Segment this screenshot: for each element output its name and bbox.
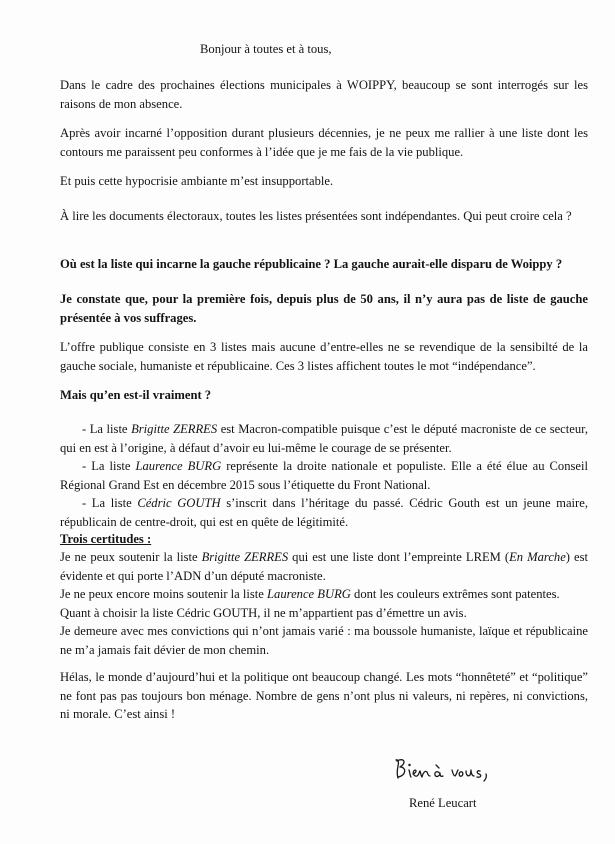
paragraph-opposition: Après avoir incarné l’opposition durant plusieurs décennies, je ne peux me rallier à une liste dont les contours me paraissent peu conformes à l’idée que je me fais de la vie publique. [60,126,588,159]
handwritten-signoff-icon [392,752,512,788]
candidate-name: Laurence BURG [135,459,222,473]
candidate-name: Cédric GOUTH [137,496,221,510]
heading-really: Mais qu’en est-il vraiment ? [60,388,212,402]
author-name: René Leucart [409,796,477,810]
certainty-convictions: Je demeure avec mes convictions qui n’ont jamais varié : ma boussole humaniste, laïque et républicaine ne m’a jamais fait dévier de mon chemin. [60,624,588,657]
candidate-name: Brigitte ZERRES [131,422,218,436]
certainty-burg: Je ne peux encore moins soutenir la liste Laurence BURG dont les couleurs extrêmes sont patentes. [60,587,560,601]
list-item-zerres: - La liste Brigitte ZERRES est Macron-compatible puisque c’est le député macroniste de ce secteur, qui en est à l’origine, à défaut d’avoir eu lui-même le courage de se présenter. [60,422,588,455]
certainty-zerres: Je ne peux soutenir la liste Brigitte ZERRES qui est une liste dont l’empreinte LREM (En Marche) est évidente et qui porte l’ADN d’un député macroniste. [60,550,588,583]
handwritten-signoff [392,752,512,788]
paragraph-hypocrisy: Et puis cette hypocrisie ambiante m’est insupportable. [60,174,334,188]
heading-certainties: Trois certitudes : [60,532,152,546]
greeting: Bonjour à toutes et à tous, [200,42,332,56]
paragraph-where-is-left: Où est la liste qui incarne la gauche républicaine ? La gauche aurait-elle disparu de Woippy ? [60,257,563,271]
paragraph-public-offer: L’offre publique consiste en 3 listes mais aucune d’entre-elles ne se revendique de la sensibilté de la gauche sociale, humaniste et républicaine. Ces 3 listes affichent toutes le mot “indépendance”. [60,340,588,373]
list-item-burg: - La liste Laurence BURG représente la droite nationale et populiste. Elle a été élue au Conseil Régional Grand Est en décembre 2015 sous l’étiquette du Front National. [60,459,588,492]
paragraph-no-left-list: Je constate que, pour la première fois, depuis plus de 50 ans, il n’y aura pas de liste de gauche présentée à vos suffrages. [60,292,588,325]
list-item-gouth: - La liste Cédric GOUTH s’inscrit dans l’héritage du passé. Cédric Gouth est un jeune maire, républicain de centre-droit, qui est en quête de légitimité. [60,496,588,529]
paragraph-closing: Hélas, le monde d’aujourd’hui et la politique ont beaucoup changé. Les mots “honnêteté” et “politique” ne font pas pas toujours bon ménage. Nombre de gens n’ont plus ni valeurs, ni repères, ni convictions, ni morale. C’est ainsi ! [60,670,588,721]
paragraph-independent-lists: À lire les documents électoraux, toutes les listes présentées sont indépendantes. Qui peut croire cela ? [60,209,572,223]
paragraph-municipal-elections: Dans le cadre des prochaines élections municipales à WOIPPY, beaucoup se sont interrogés sur les raisons de mon absence. [60,78,588,111]
certainties-block [60,548,588,659]
lists-description [60,420,588,531]
certainty-gouth: Quant à choisir la liste Cédric GOUTH, il ne m’appartient pas d’émettre un avis. [60,605,467,620]
